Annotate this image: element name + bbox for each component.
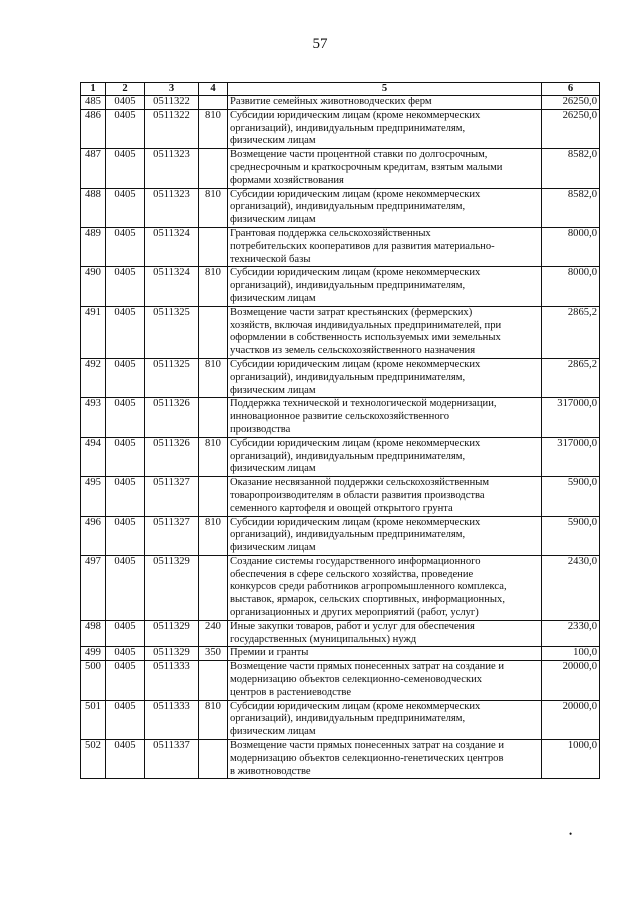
table-row bbox=[81, 96, 600, 110]
target-article-cell: 0511326 bbox=[145, 398, 199, 437]
expense-type-cell bbox=[199, 398, 228, 437]
table-row bbox=[81, 437, 600, 476]
section-code-cell: 0405 bbox=[106, 96, 145, 110]
table-row bbox=[81, 516, 600, 555]
expense-type-cell bbox=[199, 555, 228, 620]
row-number-cell: 496 bbox=[81, 516, 106, 555]
table-row bbox=[81, 227, 600, 266]
table-row bbox=[81, 358, 600, 397]
target-article-cell: 0511323 bbox=[145, 188, 199, 227]
row-number-cell: 492 bbox=[81, 358, 106, 397]
item-name-cell: Развитие семейных животноводческих ферм bbox=[228, 96, 542, 110]
target-article-cell: 0511324 bbox=[145, 227, 199, 266]
table-row bbox=[81, 661, 600, 700]
row-number-cell: 488 bbox=[81, 188, 106, 227]
section-code-cell: 0405 bbox=[106, 516, 145, 555]
row-number-cell: 500 bbox=[81, 661, 106, 700]
expense-type-cell: 810 bbox=[199, 700, 228, 739]
section-code-cell: 0405 bbox=[106, 647, 145, 661]
table-row bbox=[81, 398, 600, 437]
expense-type-cell: 810 bbox=[199, 109, 228, 148]
expense-type-cell: 810 bbox=[199, 516, 228, 555]
column-header-2: 2 bbox=[106, 83, 145, 96]
section-code-cell: 0405 bbox=[106, 267, 145, 306]
target-article-cell: 0511322 bbox=[145, 96, 199, 110]
expense-type-cell: 810 bbox=[199, 267, 228, 306]
row-number-cell: 502 bbox=[81, 740, 106, 779]
item-name-cell: Создание системы государственного информационного обеспечения в сфере сельского хозяйства, проведение конкурсов среди работников агропромышленного комплекса, выставок, ярмарок, сельских спортивных, информационных, организационных и других мероприятий (работ, услуг) bbox=[228, 555, 542, 620]
item-name-cell: Возмещение части прямых понесенных затрат на создание и модернизацию объектов селекционно-семеноводческих центров в растениеводстве bbox=[228, 661, 542, 700]
column-header-4: 4 bbox=[199, 83, 228, 96]
amount-cell: 8000,0 bbox=[542, 267, 600, 306]
amount-cell: 5900,0 bbox=[542, 516, 600, 555]
item-name-cell: Оказание несвязанной поддержки сельскохозяйственным товаропроизводителям в области развития производства семенного картофеля и овощей открытого грунта bbox=[228, 477, 542, 516]
table-row bbox=[81, 149, 600, 188]
target-article-cell: 0511322 bbox=[145, 109, 199, 148]
target-article-cell: 0511324 bbox=[145, 267, 199, 306]
section-code-cell: 0405 bbox=[106, 149, 145, 188]
column-header-3: 3 bbox=[145, 83, 199, 96]
section-code-cell: 0405 bbox=[106, 109, 145, 148]
amount-cell: 100,0 bbox=[542, 647, 600, 661]
target-article-cell: 0511333 bbox=[145, 700, 199, 739]
expense-type-cell bbox=[199, 306, 228, 358]
target-article-cell: 0511329 bbox=[145, 647, 199, 661]
expense-type-cell bbox=[199, 227, 228, 266]
amount-cell: 20000,0 bbox=[542, 661, 600, 700]
item-name-cell: Субсидии юридическим лицам (кроме некоммерческих организаций), индивидуальным предпринимателям, физическим лицам bbox=[228, 437, 542, 476]
section-code-cell: 0405 bbox=[106, 306, 145, 358]
expense-type-cell bbox=[199, 149, 228, 188]
expense-type-cell: 810 bbox=[199, 188, 228, 227]
item-name-cell: Субсидии юридическим лицам (кроме некоммерческих организаций), индивидуальным предпринимателям, физическим лицам bbox=[228, 109, 542, 148]
row-number-cell: 494 bbox=[81, 437, 106, 476]
section-code-cell: 0405 bbox=[106, 620, 145, 647]
table-row bbox=[81, 477, 600, 516]
target-article-cell: 0511327 bbox=[145, 477, 199, 516]
column-header-5: 5 bbox=[228, 83, 542, 96]
section-code-cell: 0405 bbox=[106, 661, 145, 700]
table-row bbox=[81, 700, 600, 739]
section-code-cell: 0405 bbox=[106, 227, 145, 266]
expense-type-cell: 350 bbox=[199, 647, 228, 661]
column-header-1: 1 bbox=[81, 83, 106, 96]
row-number-cell: 485 bbox=[81, 96, 106, 110]
table-row bbox=[81, 740, 600, 779]
row-number-cell: 495 bbox=[81, 477, 106, 516]
amount-cell: 5900,0 bbox=[542, 477, 600, 516]
row-number-cell: 491 bbox=[81, 306, 106, 358]
table-row bbox=[81, 109, 600, 148]
expense-type-cell: 810 bbox=[199, 358, 228, 397]
target-article-cell: 0511327 bbox=[145, 516, 199, 555]
target-article-cell: 0511329 bbox=[145, 620, 199, 647]
table-row bbox=[81, 188, 600, 227]
row-number-cell: 501 bbox=[81, 700, 106, 739]
amount-cell: 8582,0 bbox=[542, 149, 600, 188]
page-edge-mark: • bbox=[569, 829, 573, 839]
row-number-cell: 489 bbox=[81, 227, 106, 266]
expense-type-cell bbox=[199, 661, 228, 700]
row-number-cell: 499 bbox=[81, 647, 106, 661]
expense-type-cell bbox=[199, 477, 228, 516]
column-header-6: 6 bbox=[542, 83, 600, 96]
section-code-cell: 0405 bbox=[106, 477, 145, 516]
budget-table bbox=[80, 82, 600, 779]
row-number-cell: 487 bbox=[81, 149, 106, 188]
section-code-cell: 0405 bbox=[106, 398, 145, 437]
item-name-cell: Субсидии юридическим лицам (кроме некоммерческих организаций), индивидуальным предпринимателям, физическим лицам bbox=[228, 700, 542, 739]
row-number-cell: 490 bbox=[81, 267, 106, 306]
item-name-cell: Премии и гранты bbox=[228, 647, 542, 661]
section-code-cell: 0405 bbox=[106, 358, 145, 397]
item-name-cell: Иные закупки товаров, работ и услуг для обеспечения государственных (муниципальных) нужд bbox=[228, 620, 542, 647]
item-name-cell: Поддержка технической и технологической модернизации, инновационное развитие сельскохозяйственного производства bbox=[228, 398, 542, 437]
target-article-cell: 0511333 bbox=[145, 661, 199, 700]
table-row bbox=[81, 620, 600, 647]
target-article-cell: 0511325 bbox=[145, 358, 199, 397]
target-article-cell: 0511337 bbox=[145, 740, 199, 779]
amount-cell: 2430,0 bbox=[542, 555, 600, 620]
page-number: 57 bbox=[312, 36, 328, 52]
table-header-row bbox=[81, 83, 600, 96]
amount-cell: 8582,0 bbox=[542, 188, 600, 227]
expense-type-cell bbox=[199, 740, 228, 779]
section-code-cell: 0405 bbox=[106, 700, 145, 739]
row-number-cell: 498 bbox=[81, 620, 106, 647]
item-name-cell: Субсидии юридическим лицам (кроме некоммерческих организаций), индивидуальным предпринимателям, физическим лицам bbox=[228, 516, 542, 555]
target-article-cell: 0511326 bbox=[145, 437, 199, 476]
section-code-cell: 0405 bbox=[106, 188, 145, 227]
amount-cell: 2865,2 bbox=[542, 358, 600, 397]
row-number-cell: 493 bbox=[81, 398, 106, 437]
amount-cell: 317000,0 bbox=[542, 398, 600, 437]
target-article-cell: 0511323 bbox=[145, 149, 199, 188]
item-name-cell: Субсидии юридическим лицам (кроме некоммерческих организаций), индивидуальным предпринимателям, физическим лицам bbox=[228, 188, 542, 227]
section-code-cell: 0405 bbox=[106, 437, 145, 476]
item-name-cell: Возмещение части процентной ставки по долгосрочным, среднесрочным и краткосрочным кредитам, взятым малыми формами хозяйствования bbox=[228, 149, 542, 188]
item-name-cell: Возмещение части затрат крестьянских (фермерских) хозяйств, включая индивидуальных предпринимателей, при оформлении в собственность используемых ими земельных участков из земель сельскохозяйственного назначения bbox=[228, 306, 542, 358]
expense-type-cell: 240 bbox=[199, 620, 228, 647]
table-row bbox=[81, 647, 600, 661]
table-row bbox=[81, 306, 600, 358]
table-row bbox=[81, 555, 600, 620]
item-name-cell: Грантовая поддержка сельскохозяйственных потребительских кооперативов для развития материально- технической базы bbox=[228, 227, 542, 266]
item-name-cell: Субсидии юридическим лицам (кроме некоммерческих организаций), индивидуальным предпринимателям, физическим лицам bbox=[228, 358, 542, 397]
amount-cell: 26250,0 bbox=[542, 109, 600, 148]
amount-cell: 20000,0 bbox=[542, 700, 600, 739]
amount-cell: 8000,0 bbox=[542, 227, 600, 266]
item-name-cell: Субсидии юридическим лицам (кроме некоммерческих организаций), индивидуальным предпринимателям, физическим лицам bbox=[228, 267, 542, 306]
row-number-cell: 486 bbox=[81, 109, 106, 148]
target-article-cell: 0511329 bbox=[145, 555, 199, 620]
amount-cell: 1000,0 bbox=[542, 740, 600, 779]
target-article-cell: 0511325 bbox=[145, 306, 199, 358]
amount-cell: 317000,0 bbox=[542, 437, 600, 476]
table-row bbox=[81, 267, 600, 306]
item-name-cell: Возмещение части прямых понесенных затрат на создание и модернизацию объектов селекционно-генетических центров в животноводстве bbox=[228, 740, 542, 779]
row-number-cell: 497 bbox=[81, 555, 106, 620]
amount-cell: 2865,2 bbox=[542, 306, 600, 358]
amount-cell: 2330,0 bbox=[542, 620, 600, 647]
amount-cell: 26250,0 bbox=[542, 96, 600, 110]
section-code-cell: 0405 bbox=[106, 740, 145, 779]
expense-type-cell bbox=[199, 96, 228, 110]
section-code-cell: 0405 bbox=[106, 555, 145, 620]
expense-type-cell: 810 bbox=[199, 437, 228, 476]
